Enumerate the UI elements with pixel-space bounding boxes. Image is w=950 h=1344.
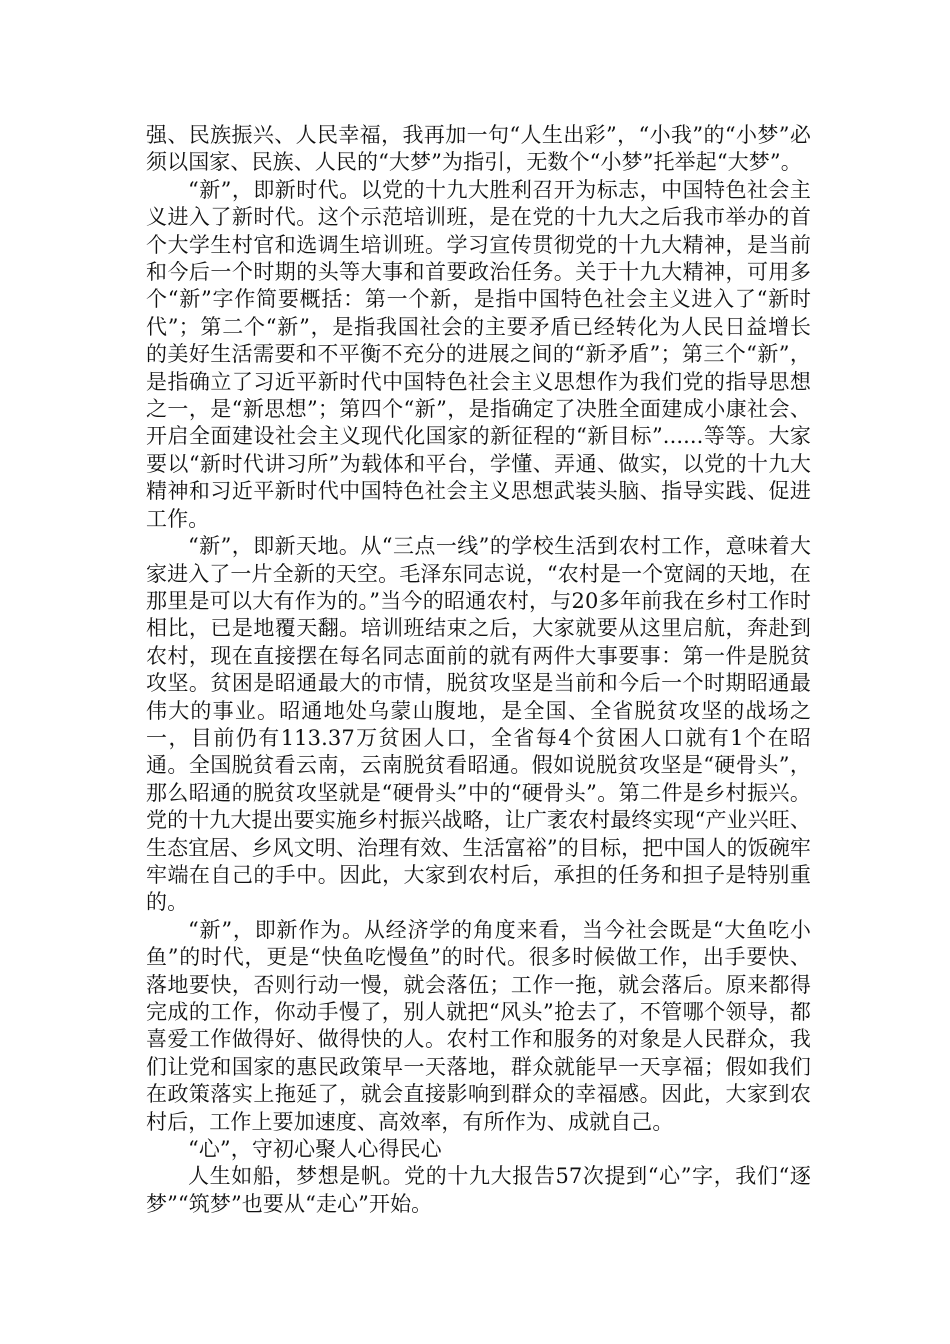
- paragraph-new-era: “新”，即新时代。以党的十九大胜利召开为标志，中国特色社会主义进入了新时代。这个示范培训班，是在党的十九大之后我市举办的首个大学生村官和选调生培训班。学习宣传贯彻党的十九大精神，是当前和今后一个时期的头等大事和首要政治任务。关于十九大精神，可用多个“新”字作简要概括：第一个新，是指中国特色社会主义进入了“新时代”；第二个“新”，是指我国社会的主要矛盾已经转化为人民日益增长的美好生活需要和不平衡不充分的进展之间的“新矛盾”；第三个“新”，是指确立了习近平新时代中国特色社会主义思想作为我们党的指导思想之一，是“新思想”；第四个“新”，是指确定了决胜全面建成小康社会、开启全面建设社会主义现代化国家的新征程的“新目标”......等等。大家要以“新时代讲习所”为载体和平台，学懂、弄通、做实，以党的十九大精神和习近平新时代中国特色社会主义思想武装头脑、指导实践、促进工作。: [146, 177, 811, 531]
- paragraph-new-achievement: “新”，即新作为。从经济学的角度来看，当今社会既是“大鱼吃小鱼”的时代，更是“快鱼吃慢鱼”的时代。很多时候做工作，出手要快、落地要快，否则行动一慢，就会落伍；工作一拖，就会落后。原来都得完成的工作，你动手慢了，别人就把“风头”抢去了，不管哪个领导，都喜爱工作做得好、做得快的人。农村工作和服务的对象是人民群众，我们让党和国家的惠民政策早一天落地，群众就能早一天享福；假如我们在政策落实上拖延了，就会直接影响到群众的幸福感。因此，大家到农村后，工作上要加速度、高效率，有所作为、成就自己。: [146, 917, 811, 1134]
- paragraph-continuation: 强、民族振兴、人民幸福，我再加一句“人生出彩”，“小我”的“小梦”必须以国家、民族、人民的“大梦”为指引，无数个“小梦”托举起“大梦”。: [146, 123, 811, 175]
- document-body: [146, 122, 811, 1218]
- paragraph-closing: 人生如船，梦想是帆。党的十九大报告57次提到“心”字，我们“逐梦”“筑梦”也要从“走心”开始。: [146, 1164, 811, 1216]
- section-heading: “心”，守初心聚人心得民心: [188, 1137, 442, 1162]
- paragraph-new-world: “新”，即新天地。从“三点一线”的学校生活到农村工作，意味着大家进入了一片全新的天空。毛泽东同志说，“农村是一个宽阔的天地，在那里是可以大有作为的。”当今的昭通农村，与20多年前我在乡村工作时相比，已是地覆天翻。培训班结束之后，大家就要从这里启航，奔赴到农村，现在直接摆在每名同志面前的就有两件大事要事：第一件是脱贫攻坚。贫困是昭通最大的市情，脱贫攻坚是当前和今后一个时期昭通最伟大的事业。昭通地处乌蒙山腹地，是全国、全省脱贫攻坚的战场之一，目前仍有113.37万贫困人口，全省每4个贫困人口就有1个在昭通。全国脱贫看云南，云南脱贫看昭通。假如说脱贫攻坚是“硬骨头”，那么昭通的脱贫攻坚就是“硬骨头”中的“硬骨头”。第二件是乡村振兴。党的十九大提出要实施乡村振兴战略，让广袤农村最终实现“产业兴旺、生态宜居、乡风文明、治理有效、生活富裕”的目标，把中国人的饭碗牢牢端在自己的手中。因此，大家到农村后，承担的任务和担子是特别重的。: [146, 534, 811, 915]
